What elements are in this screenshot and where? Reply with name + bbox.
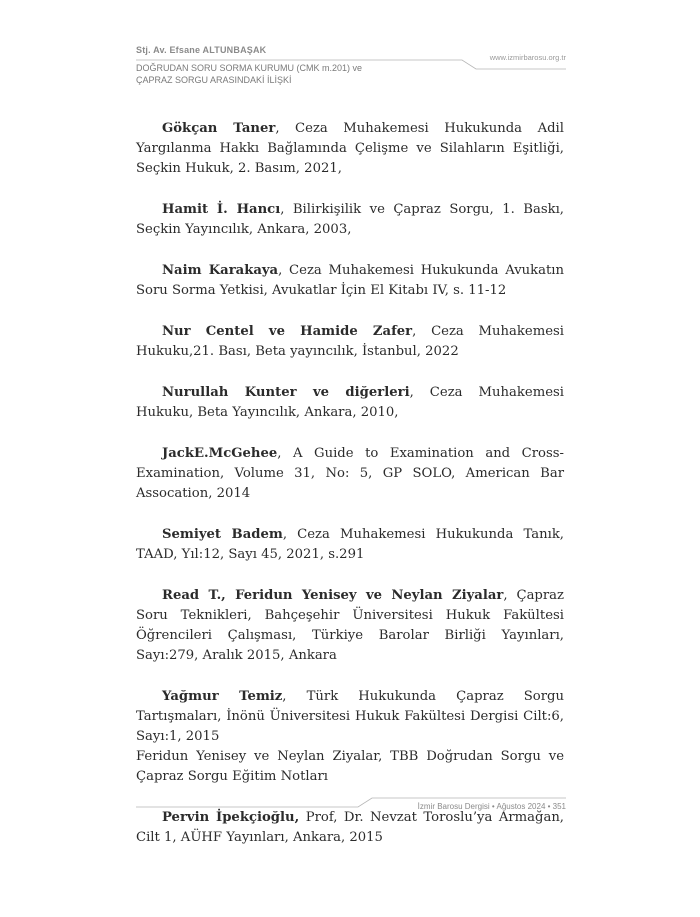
reference-details: , Ceza Muhakemesi Hukukunda Adil Yargılanma Hakkı Bağlamında Çelişme ve Silahların Eşitliği, Seçkin Hukuk, 2. Basım, 2021, [136, 121, 564, 176]
reference-extra-note: Feridun Yenisey ve Neylan Ziyalar, TBB Doğrudan Sorgu ve Çapraz Sorgu Eğitim Notları [136, 749, 564, 784]
reference-entry [136, 119, 564, 179]
reference-author: Yağmur Temiz [162, 689, 283, 704]
reference-entry [136, 261, 564, 301]
reference-entry [136, 444, 564, 504]
header-author: Stj. Av. Efsane ALTUNBAŞAK [136, 45, 267, 55]
reference-author: Nurullah Kunter ve diğerleri [162, 385, 410, 400]
reference-details: , A Guide to Examination and Cross-Examination, Volume 31, No: 5, GP SOLO, American Bar Assocation, 2014 [136, 446, 564, 501]
reference-entry [136, 525, 564, 565]
header-website-url: www.izmirbarosu.org.tr [489, 53, 566, 62]
reference-author: JackE.McGehee [162, 446, 278, 461]
reference-details: , Türk Hukukunda Çapraz Sorgu Tartışmaları, İnönü Üniversitesi Hukuk Fakültesi Dergisi Cilt:6, Sayı:1, 2015 [136, 689, 564, 744]
header-title-line-2: ÇAPRAZ SORGU ARASINDAKİ İLİŞKİ [136, 75, 292, 85]
reference-entry [136, 687, 564, 787]
reference-author: Hamit İ. Hancı [162, 202, 281, 217]
reference-details: , Ceza Muhakemesi Hukukunda Avukatın Soru Sorma Yetkisi, Avukatlar İçin El Kitabı IV, s. 11-12 [136, 263, 564, 298]
reference-entry [136, 383, 564, 423]
reference-entry [136, 586, 564, 666]
reference-details: , Ceza Muhakemesi Hukukunda Tanık, TAAD, Yıl:12, Sayı 45, 2021, s.291 [136, 527, 564, 562]
header-article-title [136, 62, 396, 86]
reference-details: , Ceza Muhakemesi Hukuku,21. Bası, Beta yayıncılık, İstanbul, 2022 [136, 324, 564, 359]
reference-author: Pervin İpekçioğlu, [162, 810, 300, 825]
page-footer [136, 796, 566, 816]
page-header [136, 45, 566, 90]
reference-entry [136, 200, 564, 240]
reference-details: , Ceza Muhakemesi Hukuku, Beta Yayıncılık, Ankara, 2010, [136, 385, 564, 420]
reference-author: Gökçan Taner [162, 121, 276, 136]
header-title-line-1: DOĞRUDAN SORU SORMA KURUMU (CMK m.201) ve [136, 63, 363, 73]
reference-author: Read T., Feridun Yenisey ve Neylan Ziyalar [162, 588, 504, 603]
reference-author: Nur Centel ve Hamide Zafer [162, 324, 413, 339]
reference-details: Prof, Dr. Nevzat Toroslu’ya Armağan, Cilt 1, AÜHF Yayınları, Ankara, 2015 [136, 810, 564, 845]
reference-details: , Bilirkişilik ve Çapraz Sorgu, 1. Baskı, Seçkin Yayıncılık, Ankara, 2003, [136, 202, 564, 237]
reference-author: Naim Karakaya [162, 263, 279, 278]
reference-details: , Çapraz Soru Teknikleri, Bahçeşehir Üniversitesi Hukuk Fakültesi Öğrencileri Çalışması, Türkiye Barolar Birliği Yayınları, Sayı:279, Aralık 2015, Ankara [136, 588, 564, 663]
bibliography-list [136, 119, 564, 869]
footer-journal-info: İzmir Barosu Dergisi • Ağustos 2024 • 351 [417, 802, 566, 811]
reference-entry [136, 322, 564, 362]
reference-author: Semiyet Badem [162, 527, 283, 542]
